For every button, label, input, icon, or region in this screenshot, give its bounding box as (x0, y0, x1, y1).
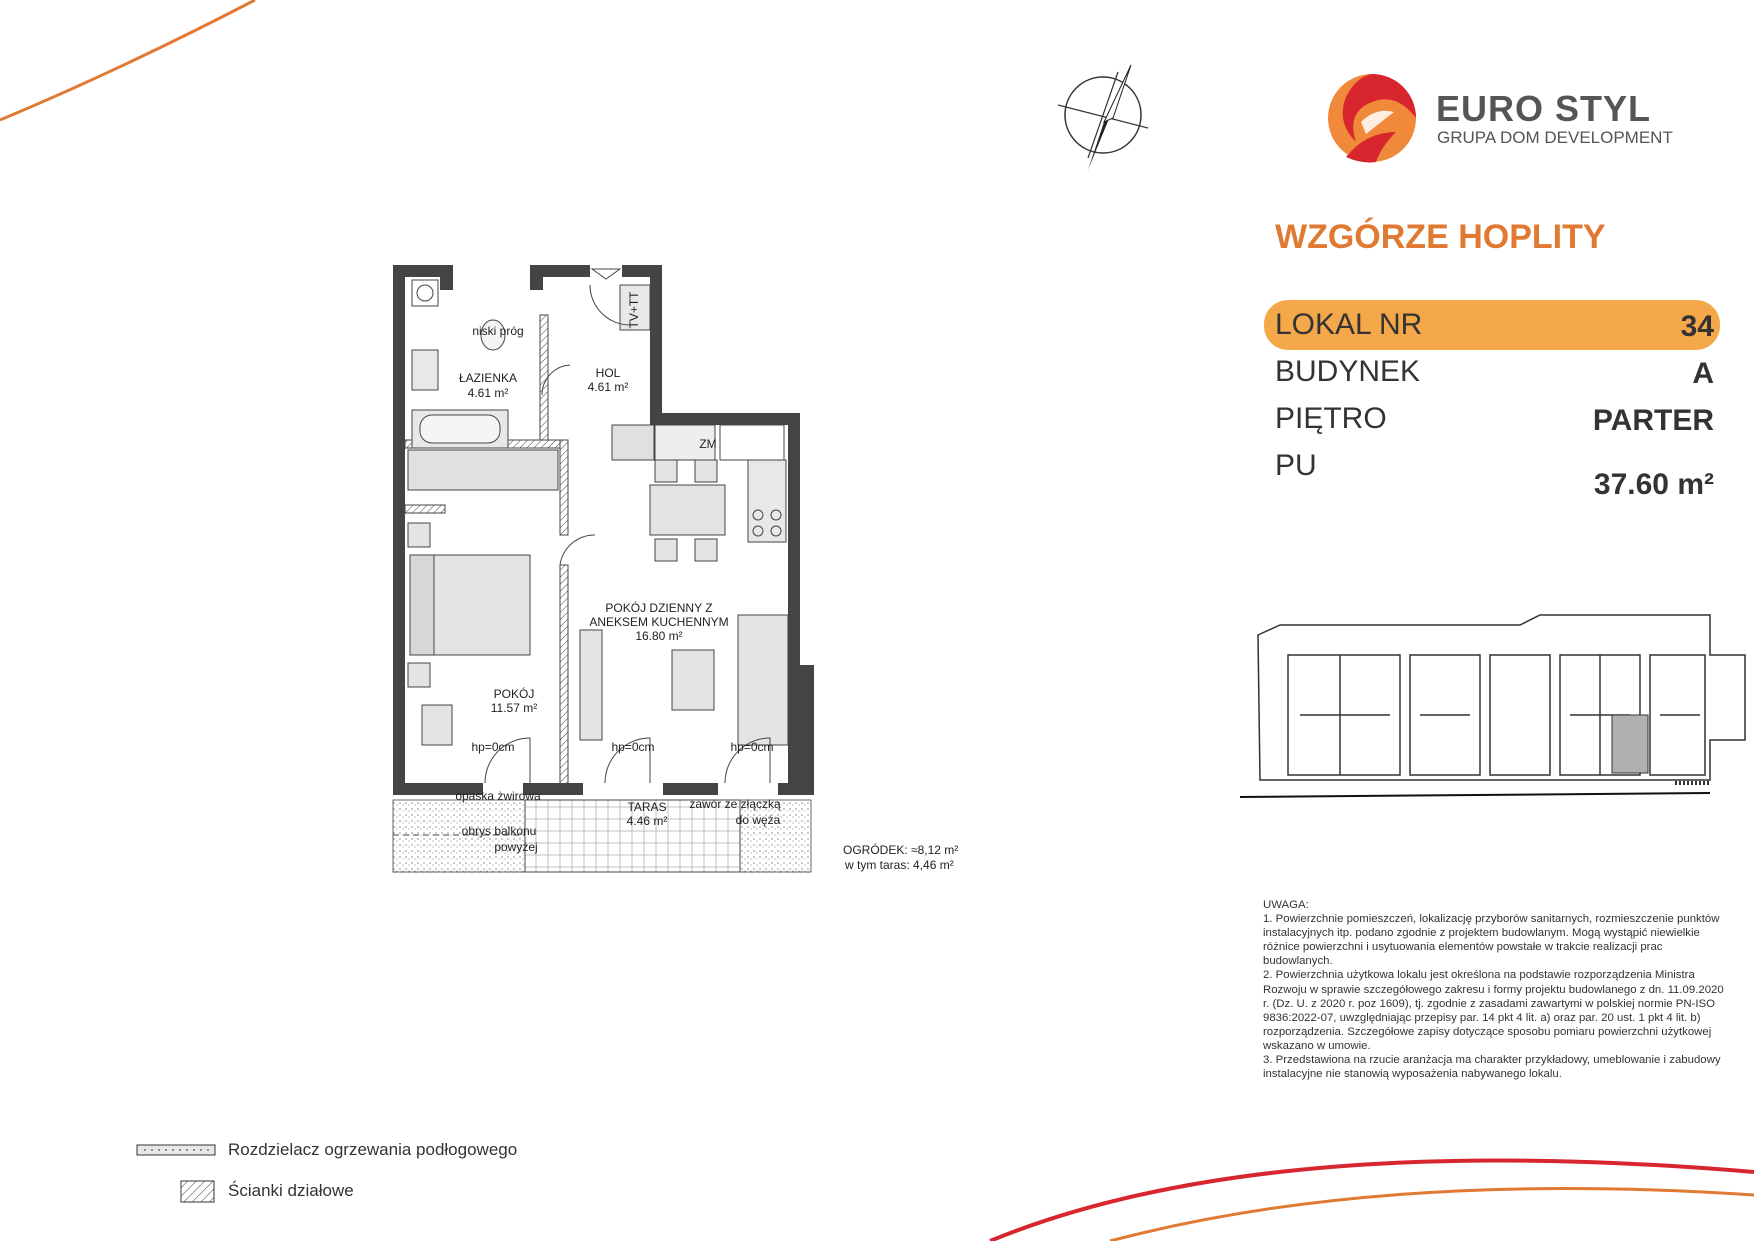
top-swoosh (0, 0, 260, 130)
lazienka-label: ŁAZIENKA (458, 371, 518, 385)
pokoj-label: POKÓJ (493, 687, 535, 701)
pokoj-dzienny-label-2: ANEKSEM KUCHENNYM (589, 615, 729, 629)
project-title: WZGÓRZE HOPLITY (1275, 218, 1606, 256)
lokal-label: LOKAL NR (1275, 308, 1423, 341)
obrys-label-1: obrys balkonu (461, 824, 537, 838)
budynek-label: BUDYNEK (1275, 355, 1421, 388)
hp-label-3: hp=0cm (730, 740, 774, 754)
ogrodek-label-2: w tym taras: 4,46 m² (845, 858, 954, 872)
taras-label: TARAS (627, 800, 667, 814)
bottom-swoosh (960, 1140, 1754, 1241)
building-key-plan (1240, 605, 1754, 805)
taras-area: 4.46 m² (626, 814, 668, 828)
budynek-value: A (1692, 357, 1714, 390)
partition-wall-icon (180, 1180, 216, 1204)
tv-label: TV+TT (627, 291, 641, 329)
pokoj-dzienny-area: 16.80 m² (635, 629, 683, 643)
ogrodek-label-1: OGRÓDEK: ≈8,12 m² (843, 843, 959, 857)
lazienka-area: 4.61 m² (467, 386, 509, 400)
note-title: UWAGA: (1263, 899, 1309, 911)
opaska-label: opaska żwirowa (455, 789, 541, 803)
legend-walls-label: Ścianki działowe (228, 1181, 354, 1200)
obrys-label-2: powyżej (494, 840, 538, 854)
hol-area: 4.61 m² (587, 380, 629, 394)
uwaga-note (1263, 898, 1733, 1081)
compass-icon (1058, 60, 1158, 180)
hp-label-1: hp=0cm (471, 740, 515, 754)
pietro-label: PIĘTRO (1275, 402, 1387, 435)
brand-subtitle: GRUPA DOM DEVELOPMENT (1437, 128, 1673, 147)
zm-label: ZM (699, 437, 717, 451)
pietro-value: PARTER (1592, 404, 1714, 437)
brand-name: EURO STYL (1436, 88, 1652, 129)
zawor-label-2: do węża (735, 813, 781, 827)
note-item-1: 1. Powierzchnie pomieszczeń, lokalizację przyborów sanitarnych, rozmieszczenie punktów instalacyjnych itp. podano zgodnie z projektem budowlanym. Mogą wystąpić niewielkie różnice powierzchni i usytuowania elementów powstałe w trakcie realizacji prac budowlanych. (1263, 913, 1720, 968)
pu-value: 37.60 m² (1593, 468, 1714, 501)
pu-label: PU (1275, 449, 1317, 482)
lokal-value: 34 (1680, 310, 1714, 343)
floor-plan (380, 255, 980, 895)
note-item-2: 2. Powierzchnia użytkowa lokalu jest określona na podstawie rozporządzenia Ministra Rozwoju w sprawie szczegółowego zakresu i formy projektu budowlanego z dn. 11.09.2020 r. (Dz. U. z 2020 r. poz 1609), tj. zgodnie z zasadami zawartymi w polskiej normie PN-ISO 9836:2022-07, uwzględniając przepisy par. 14 pkt 4 lit. a) oraz par. 20 ust. 1 pkt 4 lit. b) rozporządzenia. Szczegółowe zapisy dotyczące sposobu pomiaru powierzchni użytkowej wskazano w umowie. (1263, 969, 1724, 1052)
pokoj-dzienny-label-1: POKÓJ DZIENNY Z (605, 601, 713, 615)
pokoj-area: 11.57 m² (490, 701, 538, 715)
hol-label: HOL (595, 366, 621, 380)
zawor-label-1: zawór ze złączką (689, 797, 781, 811)
hp-label-2: hp=0cm (611, 740, 655, 754)
note-item-3: 3. Przedstawiona na rzucie aranżacja ma charakter przykładowy, umeblowanie i zabudowy instalacyjne nie stanowią wyposażenia nabywanego lokalu. (1263, 1054, 1721, 1081)
logo-icon (1326, 72, 1418, 164)
niski-prog-label: niski próg (472, 324, 524, 338)
heating-distributor-icon (136, 1143, 218, 1157)
legend-heating-label: Rozdzielacz ogrzewania podłogowego (228, 1140, 518, 1159)
